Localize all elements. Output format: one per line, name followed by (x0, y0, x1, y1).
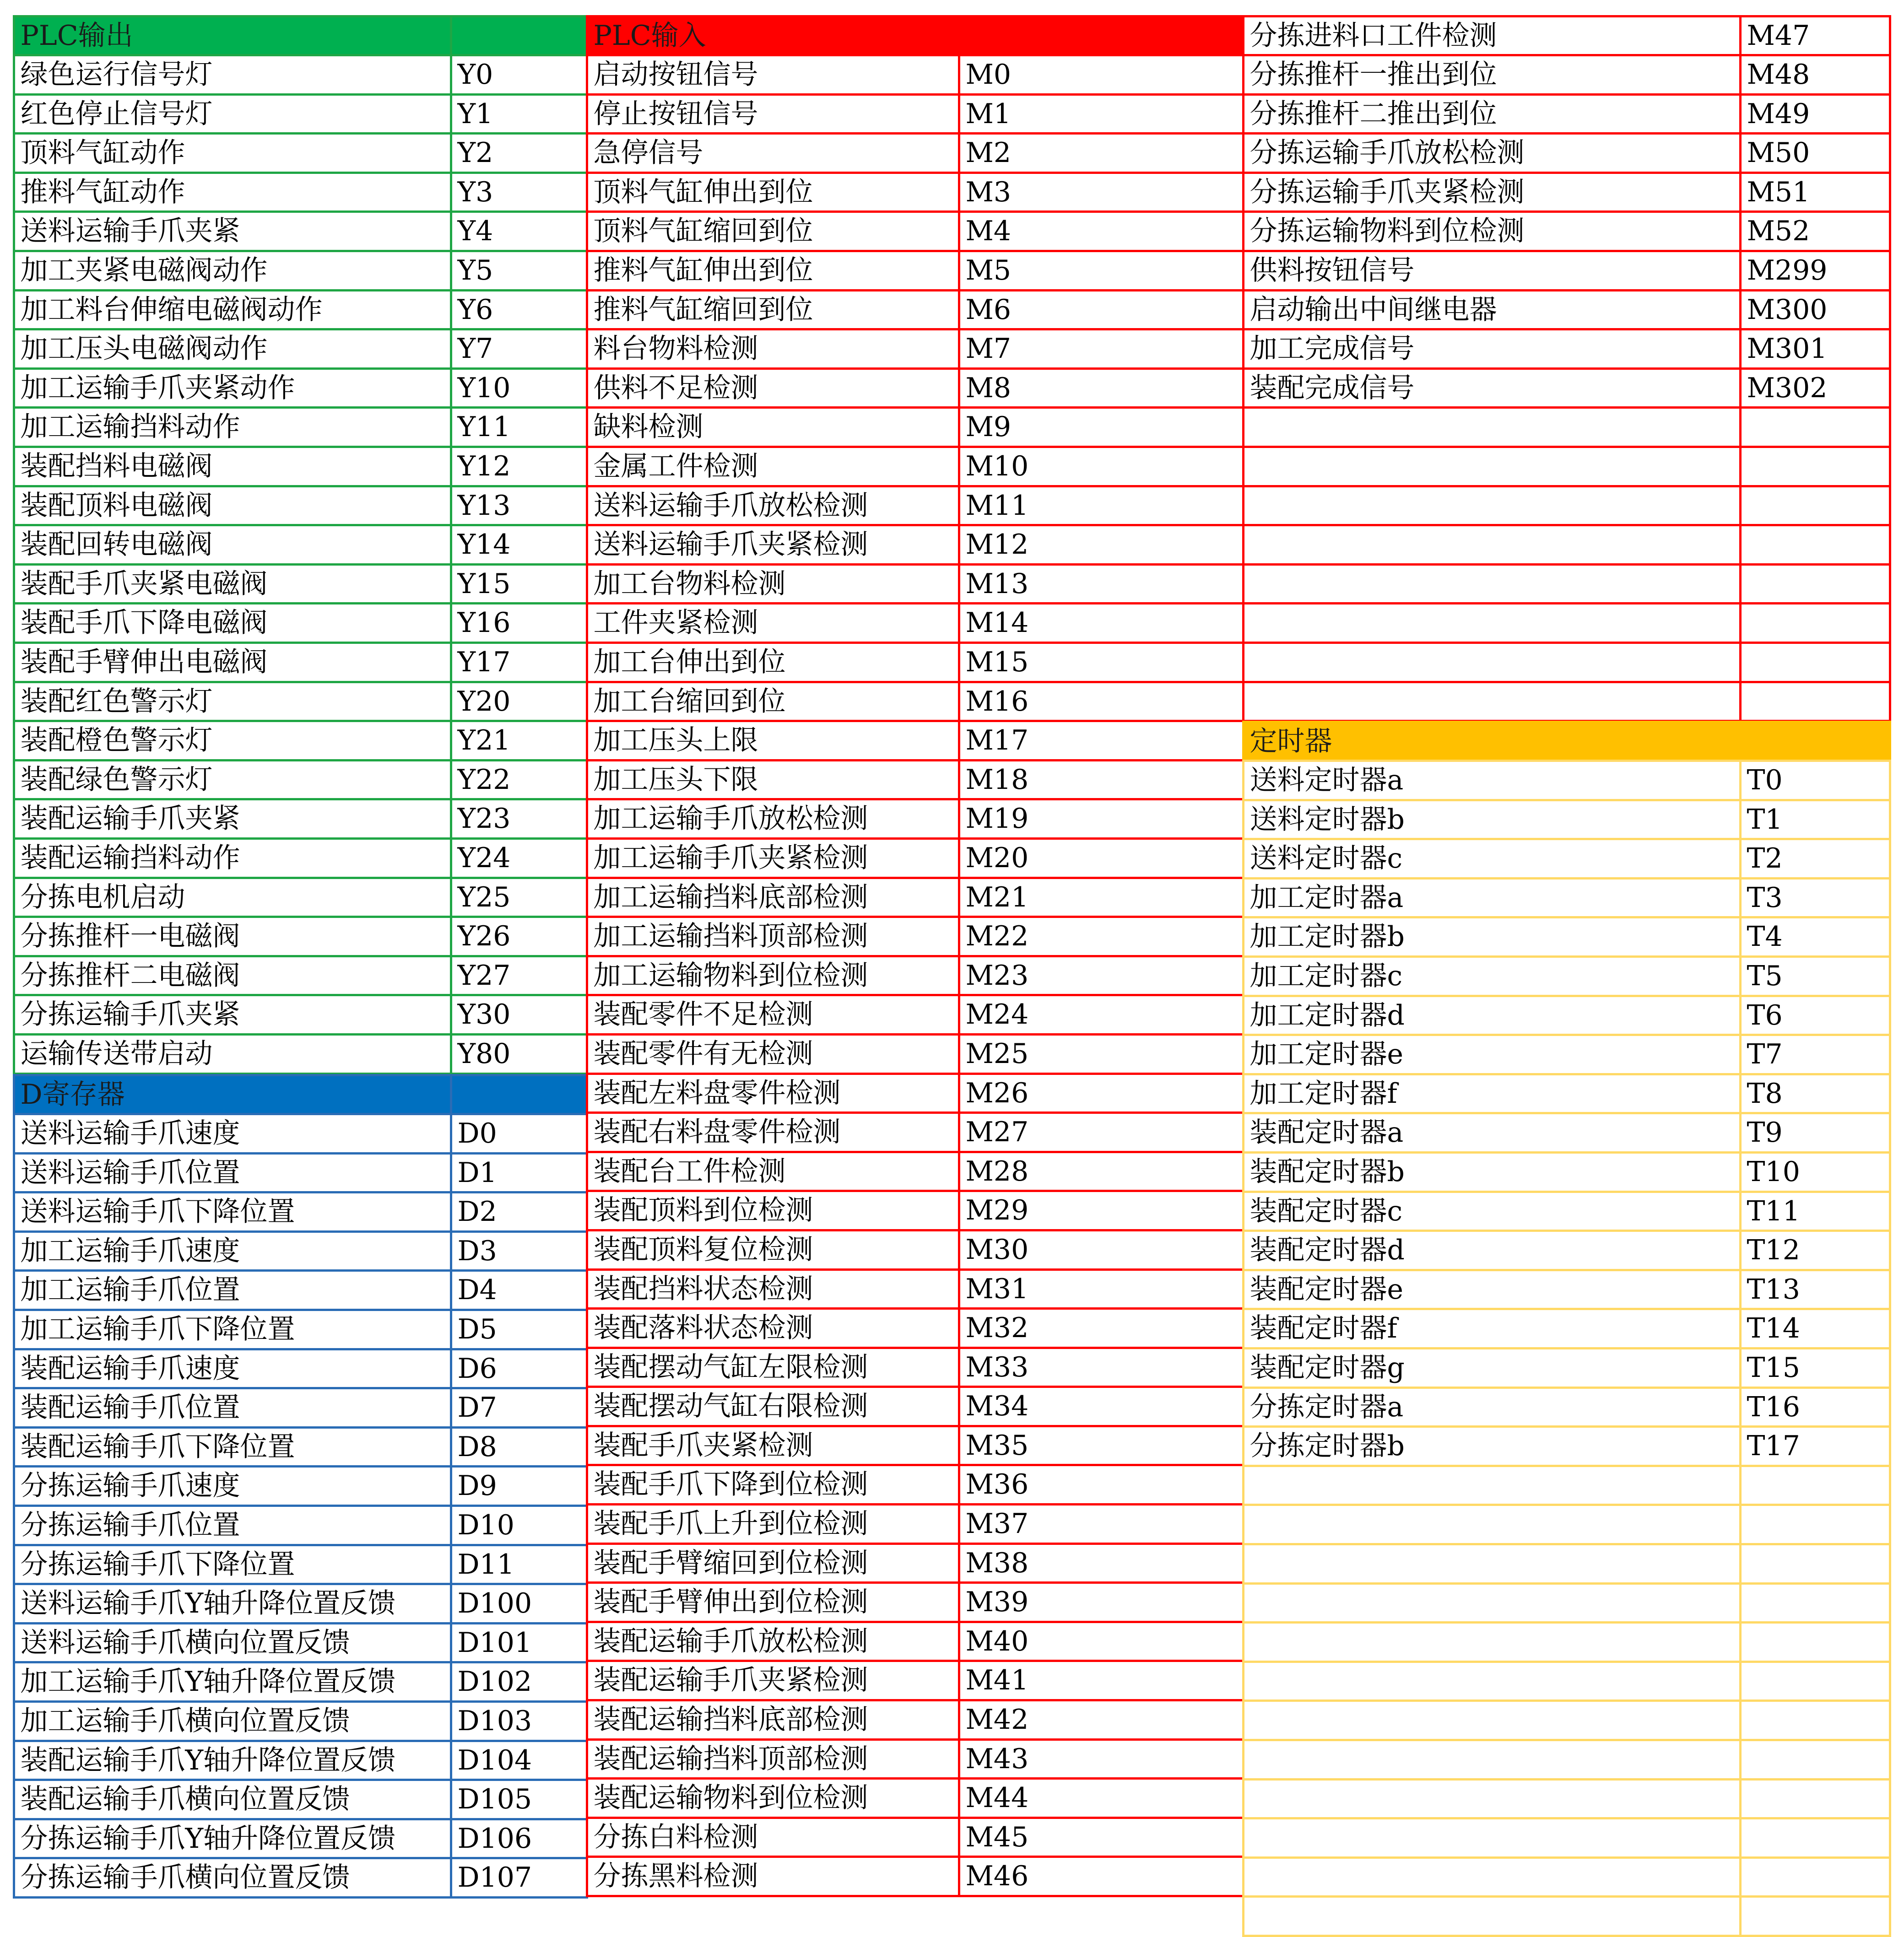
signal-name-cell[interactable]: 分拣电机启动 (13, 877, 452, 918)
signal-name-cell[interactable]: 推料气缸动作 (13, 172, 452, 213)
address-cell[interactable]: Y15 (450, 563, 588, 605)
signal-name-cell[interactable]: 装配运输手爪横向位置反馈 (13, 1779, 452, 1820)
address-cell[interactable]: M31 (958, 1268, 1244, 1310)
section-title-blank[interactable] (1739, 721, 1891, 762)
signal-name-cell[interactable]: 装配定时器a (1242, 1112, 1742, 1154)
signal-name-cell[interactable]: 装配挡料电磁阀 (13, 446, 452, 487)
address-cell[interactable]: Y3 (450, 172, 588, 213)
section-title-blank[interactable] (958, 15, 1244, 57)
address-cell[interactable] (1739, 563, 1891, 605)
signal-name-cell[interactable]: 装配定时器f (1242, 1308, 1742, 1349)
signal-name-cell[interactable]: 装配运输挡料动作 (13, 837, 452, 879)
address-cell[interactable]: M25 (958, 1033, 1244, 1075)
address-cell[interactable]: D9 (450, 1465, 588, 1507)
address-cell[interactable]: T3 (1739, 877, 1891, 919)
address-cell[interactable]: D107 (450, 1857, 588, 1899)
address-cell[interactable]: D1 (450, 1152, 588, 1194)
signal-name-cell[interactable]: 加工压头电磁阀动作 (13, 328, 452, 370)
address-cell[interactable]: T14 (1739, 1308, 1891, 1349)
address-cell[interactable]: M2 (958, 132, 1244, 174)
signal-name-cell[interactable]: 装配手臂缩回到位检测 (586, 1543, 960, 1584)
address-cell[interactable]: Y1 (450, 93, 588, 135)
address-cell[interactable]: M42 (958, 1699, 1244, 1741)
signal-name-cell[interactable]: 装配完成信号 (1242, 367, 1742, 409)
address-cell[interactable]: T15 (1739, 1347, 1891, 1389)
signal-name-cell[interactable]: 装配定时器b (1242, 1151, 1742, 1193)
address-cell[interactable]: M21 (958, 877, 1244, 918)
signal-name-cell[interactable]: 分拣运输手爪下降位置 (13, 1544, 452, 1586)
signal-name-cell[interactable]: 加工定时器d (1242, 995, 1742, 1036)
signal-name-cell[interactable]: 装配手爪下降电磁阀 (13, 602, 452, 644)
address-cell[interactable]: T6 (1739, 995, 1891, 1036)
address-cell[interactable]: M36 (958, 1464, 1244, 1505)
address-cell[interactable] (1739, 1778, 1891, 1820)
address-cell[interactable]: T11 (1739, 1191, 1891, 1232)
signal-name-cell[interactable]: 装配手爪夹紧电磁阀 (13, 563, 452, 605)
signal-name-cell[interactable]: 加工定时器c (1242, 955, 1742, 997)
address-cell[interactable]: Y20 (450, 681, 588, 723)
address-cell[interactable]: D105 (450, 1779, 588, 1820)
signal-name-cell[interactable]: 装配运输手爪夹紧 (13, 798, 452, 840)
signal-name-cell[interactable]: 加工定时器a (1242, 877, 1742, 919)
address-cell[interactable] (1739, 1661, 1891, 1702)
address-cell[interactable] (1739, 1621, 1891, 1663)
signal-name-cell[interactable]: 加工运输手爪夹紧动作 (13, 367, 452, 409)
address-cell[interactable]: T7 (1739, 1034, 1891, 1075)
signal-name-cell[interactable]: 加工完成信号 (1242, 328, 1742, 370)
address-cell[interactable] (1739, 485, 1891, 527)
address-cell[interactable]: Y13 (450, 485, 588, 527)
address-cell[interactable]: M50 (1739, 132, 1891, 174)
address-cell[interactable] (1739, 1504, 1891, 1545)
address-cell[interactable]: Y17 (450, 642, 588, 683)
address-cell[interactable] (1739, 1465, 1891, 1506)
signal-name-cell[interactable]: 装配运输手爪Y轴升降位置反馈 (13, 1740, 452, 1781)
address-cell[interactable]: Y80 (450, 1033, 588, 1075)
signal-name-cell[interactable]: 装配落料状态检测 (586, 1307, 960, 1349)
signal-name-cell[interactable]: 装配运输手爪夹紧检测 (586, 1660, 960, 1701)
address-cell[interactable] (1739, 446, 1891, 487)
address-cell[interactable] (1739, 1543, 1891, 1585)
address-cell[interactable]: T4 (1739, 916, 1891, 958)
signal-name-cell[interactable]: 分拣运输手爪夹紧 (13, 994, 452, 1036)
address-cell[interactable]: M29 (958, 1190, 1244, 1231)
signal-name-cell[interactable]: 送料运输手爪夹紧 (13, 210, 452, 252)
signal-name-cell[interactable]: 分拣进料口工件检测 (1242, 15, 1742, 57)
signal-name-cell[interactable]: 分拣推杆一推出到位 (1242, 54, 1742, 96)
address-cell[interactable]: M13 (958, 563, 1244, 605)
address-cell[interactable]: Y23 (450, 798, 588, 840)
address-cell[interactable]: M27 (958, 1111, 1244, 1153)
signal-name-cell[interactable]: 装配定时器e (1242, 1269, 1742, 1311)
address-cell[interactable] (1739, 1739, 1891, 1781)
plc-input-continued-table (1243, 16, 1890, 721)
signal-name-cell[interactable]: 加工运输手爪位置 (13, 1269, 452, 1311)
address-cell[interactable]: D3 (450, 1230, 588, 1272)
signal-name-cell[interactable]: 送料运输手爪Y轴升降位置反馈 (13, 1583, 452, 1624)
signal-name-cell[interactable] (1242, 602, 1742, 644)
address-cell[interactable]: Y7 (450, 328, 588, 370)
address-cell[interactable]: M47 (1739, 15, 1891, 57)
section-title[interactable]: PLC输入 (586, 15, 960, 57)
signal-name-cell[interactable]: 分拣运输手爪横向位置反馈 (13, 1857, 452, 1899)
address-cell[interactable]: D100 (450, 1583, 588, 1624)
address-cell[interactable] (1739, 681, 1891, 723)
address-cell[interactable] (1739, 406, 1891, 448)
address-cell[interactable]: D106 (450, 1818, 588, 1860)
address-cell[interactable] (1739, 1700, 1891, 1741)
signal-name-cell[interactable]: 分拣白料检测 (586, 1817, 960, 1858)
signal-name-cell[interactable]: 送料运输手爪放松检测 (586, 485, 960, 527)
signal-name-cell[interactable] (1242, 406, 1742, 448)
signal-name-cell[interactable]: 加工运输手爪放松检测 (586, 798, 960, 840)
address-cell[interactable]: M32 (958, 1307, 1244, 1349)
signal-name-cell[interactable]: 加工运输手爪横向位置反馈 (13, 1700, 452, 1742)
signal-name-cell[interactable]: 装配手爪夹紧检测 (586, 1425, 960, 1467)
signal-name-cell[interactable]: 分拣运输物料到位检测 (1242, 210, 1742, 252)
signal-name-cell[interactable]: 装配台工件检测 (586, 1151, 960, 1192)
address-cell[interactable]: M18 (958, 759, 1244, 801)
address-cell[interactable]: M33 (958, 1347, 1244, 1388)
address-cell[interactable]: Y21 (450, 720, 588, 761)
signal-name-cell[interactable]: 装配手爪上升到位检测 (586, 1503, 960, 1545)
address-cell[interactable]: M19 (958, 798, 1244, 840)
address-cell[interactable]: Y2 (450, 132, 588, 174)
signal-name-cell[interactable] (1242, 642, 1742, 683)
signal-name-cell[interactable]: 供料按钮信号 (1242, 250, 1742, 291)
signal-name-cell[interactable]: 送料定时器b (1242, 799, 1742, 841)
signal-name-cell[interactable]: 加工压头下限 (586, 759, 960, 801)
signal-name-cell[interactable]: 加工运输手爪下降位置 (13, 1309, 452, 1350)
signal-name-cell[interactable]: 送料运输手爪下降位置 (13, 1191, 452, 1233)
signal-name-cell[interactable]: 装配定时器g (1242, 1347, 1742, 1389)
address-cell[interactable]: M9 (958, 406, 1244, 448)
address-cell[interactable]: D4 (450, 1269, 588, 1311)
address-cell[interactable]: D10 (450, 1505, 588, 1546)
signal-name-cell[interactable]: 装配橙色警示灯 (13, 720, 452, 761)
address-cell[interactable]: M30 (958, 1229, 1244, 1271)
section-title[interactable]: 定时器 (1242, 721, 1742, 762)
address-cell[interactable]: M49 (1739, 93, 1891, 135)
signal-name-cell[interactable]: 送料运输手爪横向位置反馈 (13, 1622, 452, 1664)
section-title[interactable]: PLC输出 (13, 15, 452, 57)
signal-name-cell[interactable]: 供料不足检测 (586, 367, 960, 409)
signal-name-cell[interactable] (1242, 563, 1742, 605)
address-cell[interactable]: M300 (1739, 289, 1891, 331)
address-cell[interactable]: M5 (958, 250, 1244, 291)
signal-name-cell[interactable]: 运输传送带启动 (13, 1033, 452, 1075)
address-cell[interactable]: M14 (958, 602, 1244, 644)
signal-name-cell[interactable]: 分拣推杆二推出到位 (1242, 93, 1742, 135)
signal-name-cell[interactable]: 加工台缩回到位 (586, 681, 960, 723)
address-cell[interactable]: M11 (958, 485, 1244, 527)
signal-name-cell[interactable] (1242, 1465, 1742, 1506)
address-cell[interactable]: M12 (958, 524, 1244, 566)
address-cell[interactable]: M39 (958, 1581, 1244, 1623)
address-cell[interactable]: Y10 (450, 367, 588, 409)
address-cell[interactable]: M38 (958, 1543, 1244, 1584)
address-cell[interactable]: M299 (1739, 250, 1891, 291)
signal-name-cell[interactable]: 加工运输挡料动作 (13, 406, 452, 448)
section-title-blank[interactable] (450, 1074, 588, 1116)
signal-name-cell[interactable]: 装配零件不足检测 (586, 994, 960, 1036)
signal-name-cell[interactable]: 装配手臂伸出电磁阀 (13, 642, 452, 683)
signal-name-cell[interactable]: 加工运输手爪夹紧检测 (586, 837, 960, 879)
signal-name-cell[interactable] (1242, 1504, 1742, 1545)
signal-name-cell[interactable]: 分拣运输手爪夹紧检测 (1242, 172, 1742, 213)
signal-name-cell[interactable]: 加工定时器e (1242, 1034, 1742, 1075)
section-title[interactable]: D寄存器 (13, 1074, 452, 1116)
address-cell[interactable]: M28 (958, 1151, 1244, 1192)
signal-name-cell[interactable]: 装配运输物料到位检测 (586, 1777, 960, 1819)
address-cell[interactable]: Y24 (450, 837, 588, 879)
address-cell[interactable]: Y12 (450, 446, 588, 487)
signal-name-cell[interactable]: 装配红色警示灯 (13, 681, 452, 723)
address-cell[interactable]: Y26 (450, 916, 588, 957)
signal-name-cell[interactable]: 分拣定时器b (1242, 1425, 1742, 1467)
address-cell[interactable]: M37 (958, 1503, 1244, 1545)
section-title-blank[interactable] (450, 15, 588, 57)
signal-name-cell[interactable]: 加工运输手爪Y轴升降位置反馈 (13, 1661, 452, 1703)
address-cell[interactable]: M44 (958, 1777, 1244, 1819)
address-cell[interactable]: M0 (958, 54, 1244, 96)
signal-name-cell[interactable]: 送料定时器c (1242, 838, 1742, 879)
signal-name-cell[interactable]: 装配回转电磁阀 (13, 524, 452, 566)
address-cell[interactable]: M302 (1739, 367, 1891, 409)
address-cell[interactable]: M16 (958, 681, 1244, 723)
signal-name-cell[interactable]: 装配顶料电磁阀 (13, 485, 452, 527)
signal-name-cell[interactable]: 装配顶料复位检测 (586, 1229, 960, 1271)
address-cell[interactable]: M35 (958, 1425, 1244, 1467)
signal-name-cell[interactable]: 分拣运输手爪位置 (13, 1505, 452, 1546)
signal-name-cell[interactable]: 加工运输手爪速度 (13, 1230, 452, 1272)
signal-name-cell[interactable] (1242, 1661, 1742, 1702)
signal-name-cell[interactable]: 装配右料盘零件检测 (586, 1111, 960, 1153)
address-cell[interactable]: Y6 (450, 289, 588, 331)
signal-name-cell[interactable] (1242, 1739, 1742, 1781)
address-cell[interactable]: M3 (958, 172, 1244, 213)
signal-name-cell[interactable] (1242, 524, 1742, 566)
signal-name-cell[interactable]: 推料气缸缩回到位 (586, 289, 960, 331)
address-cell[interactable] (1739, 642, 1891, 683)
address-cell[interactable]: T13 (1739, 1269, 1891, 1311)
signal-name-cell[interactable]: 分拣定时器a (1242, 1387, 1742, 1428)
signal-name-cell[interactable]: 启动按钮信号 (586, 54, 960, 96)
address-cell[interactable] (1739, 1895, 1891, 1937)
address-cell[interactable]: M10 (958, 446, 1244, 487)
address-cell[interactable]: M20 (958, 837, 1244, 879)
signal-name-cell[interactable]: 顶料气缸伸出到位 (586, 172, 960, 213)
address-cell[interactable]: M45 (958, 1817, 1244, 1858)
signal-name-cell[interactable]: 急停信号 (586, 132, 960, 174)
address-cell[interactable]: T1 (1739, 799, 1891, 841)
signal-name-cell[interactable] (1242, 446, 1742, 487)
plc-output-table (14, 16, 587, 1074)
signal-name-cell[interactable]: 装配挡料状态检测 (586, 1268, 960, 1310)
signal-name-cell[interactable]: 分拣黑料检测 (586, 1856, 960, 1897)
signal-name-cell[interactable] (1242, 1543, 1742, 1585)
signal-name-cell[interactable]: 加工台伸出到位 (586, 642, 960, 683)
address-cell[interactable]: Y11 (450, 406, 588, 448)
address-cell[interactable]: M48 (1739, 54, 1891, 96)
signal-name-cell[interactable]: 顶料气缸动作 (13, 132, 452, 174)
signal-name-cell[interactable]: 装配定时器d (1242, 1230, 1742, 1271)
signal-name-cell[interactable]: 加工台物料检测 (586, 563, 960, 605)
signal-name-cell[interactable]: 绿色运行信号灯 (13, 54, 452, 96)
address-cell[interactable]: M43 (958, 1738, 1244, 1780)
address-cell[interactable]: Y25 (450, 877, 588, 918)
signal-name-cell[interactable]: 装配定时器c (1242, 1191, 1742, 1232)
signal-name-cell[interactable]: 加工料台伸缩电磁阀动作 (13, 289, 452, 331)
address-cell[interactable]: M4 (958, 210, 1244, 252)
signal-name-cell[interactable]: 装配顶料到位检测 (586, 1190, 960, 1231)
signal-name-cell[interactable]: 装配运输挡料底部检测 (586, 1699, 960, 1741)
address-cell[interactable]: M34 (958, 1386, 1244, 1427)
signal-name-cell[interactable]: 加工运输物料到位检测 (586, 955, 960, 997)
signal-name-cell[interactable]: 送料运输手爪速度 (13, 1113, 452, 1155)
address-cell[interactable]: Y30 (450, 994, 588, 1036)
signal-name-cell[interactable]: 分拣运输手爪速度 (13, 1465, 452, 1507)
address-cell[interactable]: D11 (450, 1544, 588, 1586)
address-cell[interactable]: D2 (450, 1191, 588, 1233)
address-cell[interactable]: D104 (450, 1740, 588, 1781)
address-cell[interactable]: M52 (1739, 210, 1891, 252)
address-cell[interactable]: M301 (1739, 328, 1891, 370)
address-cell[interactable]: D102 (450, 1661, 588, 1703)
address-cell[interactable]: T10 (1739, 1151, 1891, 1193)
signal-name-cell[interactable]: 装配运输手爪位置 (13, 1387, 452, 1429)
address-cell[interactable]: M24 (958, 994, 1244, 1036)
address-cell[interactable]: Y27 (450, 955, 588, 997)
signal-name-cell[interactable]: 装配运输手爪速度 (13, 1348, 452, 1390)
address-cell[interactable]: M17 (958, 720, 1244, 761)
address-cell[interactable]: D6 (450, 1348, 588, 1390)
address-cell[interactable]: M8 (958, 367, 1244, 409)
address-cell[interactable]: T0 (1739, 760, 1891, 801)
address-cell[interactable]: D101 (450, 1622, 588, 1664)
signal-name-cell[interactable]: 加工运输挡料顶部检测 (586, 916, 960, 957)
signal-name-cell[interactable]: 停止按钮信号 (586, 93, 960, 135)
address-cell[interactable]: M46 (958, 1856, 1244, 1897)
address-cell[interactable]: M15 (958, 642, 1244, 683)
signal-name-cell[interactable] (1242, 1778, 1742, 1820)
address-cell[interactable] (1739, 1582, 1891, 1624)
address-cell[interactable] (1739, 1856, 1891, 1898)
signal-name-cell[interactable]: 加工定时器f (1242, 1073, 1742, 1115)
signal-name-cell[interactable]: 加工定时器b (1242, 916, 1742, 958)
address-cell[interactable] (1739, 602, 1891, 644)
signal-name-cell[interactable]: 分拣推杆一电磁阀 (13, 916, 452, 957)
address-cell[interactable]: D8 (450, 1426, 588, 1468)
signal-name-cell[interactable] (1242, 1700, 1742, 1741)
signal-name-cell[interactable]: 装配运输手爪放松检测 (586, 1621, 960, 1662)
signal-name-cell[interactable] (1242, 681, 1742, 723)
d-register-table (14, 1075, 587, 1897)
signal-name-cell[interactable]: 装配运输挡料顶部检测 (586, 1738, 960, 1780)
address-cell[interactable]: D5 (450, 1309, 588, 1350)
signal-name-cell[interactable]: 送料运输手爪夹紧检测 (586, 524, 960, 566)
signal-name-cell[interactable]: 装配摆动气缸左限检测 (586, 1347, 960, 1388)
signal-name-cell[interactable] (1242, 1895, 1742, 1937)
plc-input-table (587, 16, 1243, 1896)
signal-name-cell[interactable]: 装配手爪下降到位检测 (586, 1464, 960, 1505)
signal-name-cell[interactable]: 料台物料检测 (586, 328, 960, 370)
address-cell[interactable]: T2 (1739, 838, 1891, 879)
address-cell[interactable]: Y16 (450, 602, 588, 644)
address-cell[interactable]: M26 (958, 1073, 1244, 1114)
address-cell[interactable]: T16 (1739, 1387, 1891, 1428)
address-cell[interactable]: M7 (958, 328, 1244, 370)
signal-name-cell[interactable]: 装配手臂伸出到位检测 (586, 1581, 960, 1623)
address-cell[interactable]: M41 (958, 1660, 1244, 1701)
signal-name-cell[interactable]: 推料气缸伸出到位 (586, 250, 960, 291)
signal-name-cell[interactable]: 送料定时器a (1242, 760, 1742, 801)
address-cell[interactable] (1739, 1817, 1891, 1859)
address-cell[interactable]: M23 (958, 955, 1244, 997)
signal-name-cell[interactable]: 装配绿色警示灯 (13, 759, 452, 801)
signal-name-cell[interactable] (1242, 1582, 1742, 1624)
signal-name-cell[interactable] (1242, 1817, 1742, 1859)
address-cell[interactable]: Y0 (450, 54, 588, 96)
address-cell[interactable]: Y22 (450, 759, 588, 801)
address-cell[interactable]: M40 (958, 1621, 1244, 1662)
address-cell[interactable]: T12 (1739, 1230, 1891, 1271)
timer-table (1243, 722, 1890, 1936)
signal-name-cell[interactable]: 装配运输手爪下降位置 (13, 1426, 452, 1468)
address-cell[interactable]: T17 (1739, 1425, 1891, 1467)
address-cell[interactable]: T9 (1739, 1112, 1891, 1154)
signal-name-cell[interactable]: 金属工件检测 (586, 446, 960, 487)
signal-name-cell[interactable]: 缺料检测 (586, 406, 960, 448)
signal-name-cell[interactable]: 分拣推杆二电磁阀 (13, 955, 452, 997)
signal-name-cell[interactable]: 启动输出中间继电器 (1242, 289, 1742, 331)
signal-name-cell[interactable]: 工件夹紧检测 (586, 602, 960, 644)
signal-name-cell[interactable]: 装配零件有无检测 (586, 1033, 960, 1075)
signal-name-cell[interactable]: 加工压头上限 (586, 720, 960, 761)
signal-name-cell[interactable]: 分拣运输手爪Y轴升降位置反馈 (13, 1818, 452, 1860)
signal-name-cell[interactable]: 装配摆动气缸右限检测 (586, 1386, 960, 1427)
address-cell[interactable] (1739, 524, 1891, 566)
address-cell[interactable]: Y14 (450, 524, 588, 566)
signal-name-cell[interactable]: 加工夹紧电磁阀动作 (13, 250, 452, 291)
signal-name-cell[interactable]: 顶料气缸缩回到位 (586, 210, 960, 252)
signal-name-cell[interactable]: 加工运输挡料底部检测 (586, 877, 960, 918)
address-cell[interactable]: M22 (958, 916, 1244, 957)
signal-name-cell[interactable] (1242, 1621, 1742, 1663)
address-cell[interactable]: Y4 (450, 210, 588, 252)
address-cell[interactable]: D7 (450, 1387, 588, 1429)
signal-name-cell[interactable] (1242, 1856, 1742, 1898)
address-cell[interactable]: M1 (958, 93, 1244, 135)
address-cell[interactable]: D103 (450, 1700, 588, 1742)
signal-name-cell[interactable]: 红色停止信号灯 (13, 93, 452, 135)
address-cell[interactable]: T8 (1739, 1073, 1891, 1115)
signal-name-cell[interactable] (1242, 485, 1742, 527)
address-cell[interactable]: M6 (958, 289, 1244, 331)
address-cell[interactable]: T5 (1739, 955, 1891, 997)
signal-name-cell[interactable]: 装配左料盘零件检测 (586, 1073, 960, 1114)
address-cell[interactable]: Y5 (450, 250, 588, 291)
address-cell[interactable]: D0 (450, 1113, 588, 1155)
address-cell[interactable]: M51 (1739, 172, 1891, 213)
signal-name-cell[interactable]: 分拣运输手爪放松检测 (1242, 132, 1742, 174)
signal-name-cell[interactable]: 送料运输手爪位置 (13, 1152, 452, 1194)
